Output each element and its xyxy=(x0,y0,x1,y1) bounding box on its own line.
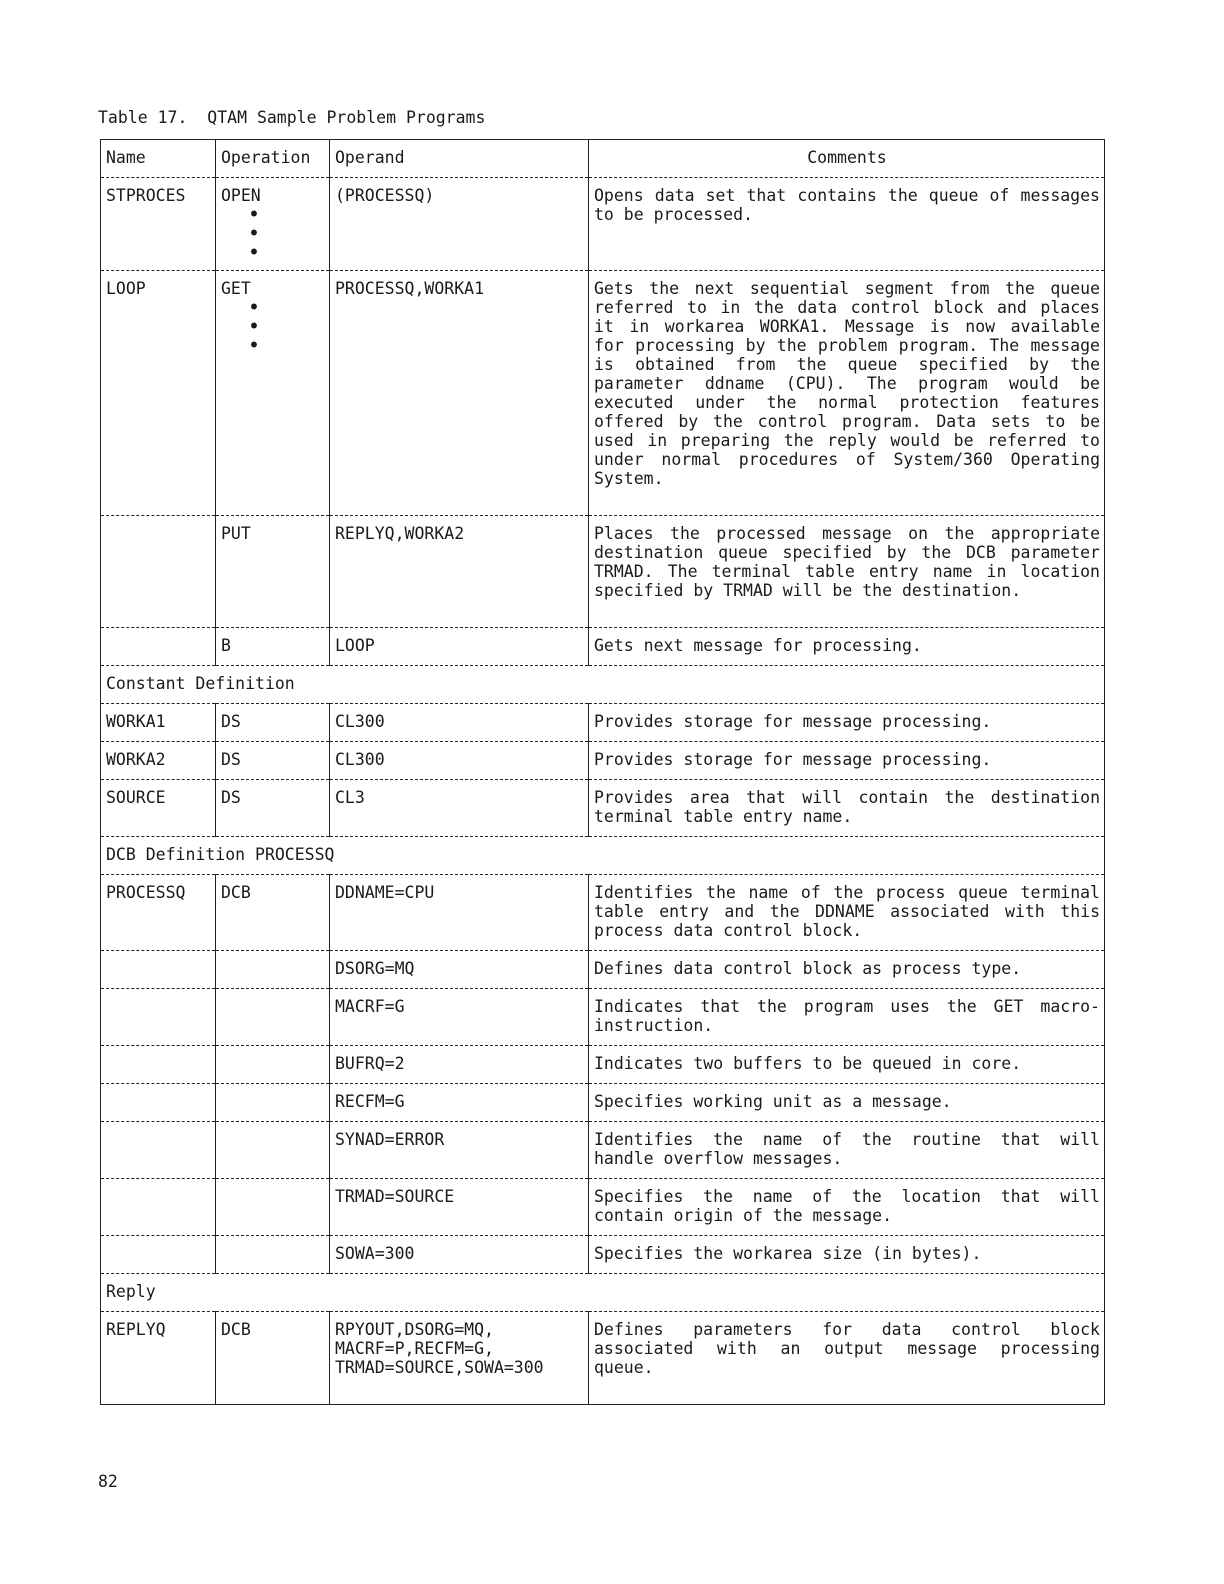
header-name: Name xyxy=(101,140,216,178)
operation-cell xyxy=(216,1122,330,1179)
name-cell: PROCESSQ xyxy=(101,875,216,951)
table-row xyxy=(101,1084,1105,1122)
name-cell: REPLYQ xyxy=(101,1312,216,1405)
operation-cell xyxy=(216,951,330,989)
operation-cell xyxy=(216,1046,330,1084)
table-caption: Table 17. QTAM Sample Problem Programs xyxy=(98,108,486,127)
operation-text: DCB xyxy=(221,1320,251,1339)
dot-mark: • xyxy=(249,298,259,317)
operand-cell: CL300 xyxy=(330,742,589,780)
table-row xyxy=(101,1236,1105,1274)
operand-cell: DSORG=MQ xyxy=(330,951,589,989)
table-row xyxy=(101,1046,1105,1084)
operation-text: DCB xyxy=(221,883,251,902)
table-row xyxy=(101,875,1105,951)
comment-cell: Specifies the workarea size (in bytes). xyxy=(589,1236,1105,1274)
name-cell: WORKA2 xyxy=(101,742,216,780)
operation-text: DS xyxy=(221,788,241,807)
table-row xyxy=(101,178,1105,271)
name-cell: SOURCE xyxy=(101,780,216,837)
operand-cell: MACRF=G xyxy=(330,989,589,1046)
operation-cell xyxy=(216,989,330,1046)
operation-cell xyxy=(216,875,330,951)
comment-cell: Identifies the name of the process queue terminal table entry and the DDNAME associated with this process data control block. xyxy=(589,875,1105,951)
operand-line: TRMAD=SOURCE,SOWA=300 xyxy=(335,1358,544,1377)
table-row xyxy=(101,951,1105,989)
comment-cell: Provides storage for message processing. xyxy=(589,704,1105,742)
dot-mark: • xyxy=(249,224,259,243)
operand-cell: LOOP xyxy=(330,628,589,666)
operand-cell: REPLYQ,WORKA2 xyxy=(330,516,589,628)
table-row xyxy=(101,1179,1105,1236)
header-operation: Operation xyxy=(216,140,330,178)
dot-mark: • xyxy=(249,243,259,262)
operation-cell xyxy=(216,1179,330,1236)
comment-cell: Places the processed message on the appropriate destination queue specified by the DCB parameter TRMAD. The terminal table entry name in location specified by TRMAD will be the destination. xyxy=(589,516,1105,628)
dot-mark: • xyxy=(249,336,259,355)
name-cell: WORKA1 xyxy=(101,704,216,742)
comment-cell: Gets the next sequential segment from the queue referred to in the data control block and places it in workarea WORKA1. Message is now available for processing by the problem program. The message is obtained from the queue specified by the parameter ddname (CPU). The program would be executed under the normal protection features offered by the control program. Data sets to be used in preparing the reply would be referred to under normal procedures of System/360 Operating System. xyxy=(589,271,1105,516)
table-row xyxy=(101,628,1105,666)
operand-line: RPYOUT,DSORG=MQ, xyxy=(335,1320,494,1339)
name-cell xyxy=(101,1179,216,1236)
operation-cell xyxy=(216,780,330,837)
operand-cell: BUFRQ=2 xyxy=(330,1046,589,1084)
header-row xyxy=(101,140,1105,178)
name-cell xyxy=(101,1236,216,1274)
operand-cell: DDNAME=CPU xyxy=(330,875,589,951)
operation-cell xyxy=(216,178,330,271)
section-row xyxy=(101,1274,1105,1312)
operand-cell xyxy=(330,1312,589,1405)
operation-text: PUT xyxy=(221,524,251,543)
name-cell: LOOP xyxy=(101,271,216,516)
ellipsis-dots xyxy=(221,298,325,355)
operation-cell xyxy=(216,516,330,628)
comment-cell: Defines data control block as process type. xyxy=(589,951,1105,989)
page-number: 82 xyxy=(98,1472,118,1491)
table-row xyxy=(101,516,1105,628)
operation-text: GET xyxy=(221,279,251,298)
name-cell xyxy=(101,628,216,666)
table-row xyxy=(101,742,1105,780)
comment-cell: Opens data set that contains the queue of messages to be processed. xyxy=(589,178,1105,271)
table-row xyxy=(101,1122,1105,1179)
comment-cell: Gets next message for processing. xyxy=(589,628,1105,666)
comment-cell: Specifies the name of the location that will contain origin of the message. xyxy=(589,1179,1105,1236)
sample-program-table xyxy=(100,139,1105,1405)
dot-mark: • xyxy=(249,317,259,336)
comment-cell: Indicates two buffers to be queued in core. xyxy=(589,1046,1105,1084)
comment-cell: Defines parameters for data control block associated with an output message processing queue. xyxy=(589,1312,1105,1405)
name-cell xyxy=(101,1084,216,1122)
operand-cell: PROCESSQ,WORKA1 xyxy=(330,271,589,516)
table-row xyxy=(101,780,1105,837)
header-operand: Operand xyxy=(330,140,589,178)
comment-cell: Specifies working unit as a message. xyxy=(589,1084,1105,1122)
section-title: DCB Definition PROCESSQ xyxy=(101,837,1105,875)
operation-cell xyxy=(216,1312,330,1405)
comment-cell: Provides storage for message processing. xyxy=(589,742,1105,780)
operand-line: MACRF=P,RECFM=G, xyxy=(335,1339,494,1358)
name-cell: STPROCES xyxy=(101,178,216,271)
header-comments: Comments xyxy=(589,140,1105,178)
operand-cell: SYNAD=ERROR xyxy=(330,1122,589,1179)
operation-cell xyxy=(216,1236,330,1274)
operation-text: DS xyxy=(221,750,241,769)
name-cell xyxy=(101,951,216,989)
section-row xyxy=(101,666,1105,704)
operation-text: DS xyxy=(221,712,241,731)
operation-cell xyxy=(216,742,330,780)
comment-cell: Identifies the name of the routine that will handle overflow messages. xyxy=(589,1122,1105,1179)
name-cell xyxy=(101,989,216,1046)
operand-cell: CL300 xyxy=(330,704,589,742)
operation-text: OPEN xyxy=(221,186,261,205)
name-cell xyxy=(101,516,216,628)
dot-mark: • xyxy=(249,205,259,224)
operand-cell: RECFM=G xyxy=(330,1084,589,1122)
operation-cell xyxy=(216,271,330,516)
table-row xyxy=(101,271,1105,516)
operation-cell xyxy=(216,628,330,666)
ellipsis-dots xyxy=(221,205,325,262)
section-title: Constant Definition xyxy=(101,666,1105,704)
operation-cell xyxy=(216,1084,330,1122)
table-row xyxy=(101,704,1105,742)
name-cell xyxy=(101,1046,216,1084)
operation-cell xyxy=(216,704,330,742)
operand-cell: (PROCESSQ) xyxy=(330,178,589,271)
table-row xyxy=(101,1312,1105,1405)
operand-cell: TRMAD=SOURCE xyxy=(330,1179,589,1236)
name-cell xyxy=(101,1122,216,1179)
section-row xyxy=(101,837,1105,875)
comment-cell: Indicates that the program uses the GET macro-instruction. xyxy=(589,989,1105,1046)
comment-cell: Provides area that will contain the destination terminal table entry name. xyxy=(589,780,1105,837)
operand-cell: CL3 xyxy=(330,780,589,837)
operand-cell: SOWA=300 xyxy=(330,1236,589,1274)
table-row xyxy=(101,989,1105,1046)
operation-text: B xyxy=(221,636,231,655)
section-title: Reply xyxy=(101,1274,1105,1312)
